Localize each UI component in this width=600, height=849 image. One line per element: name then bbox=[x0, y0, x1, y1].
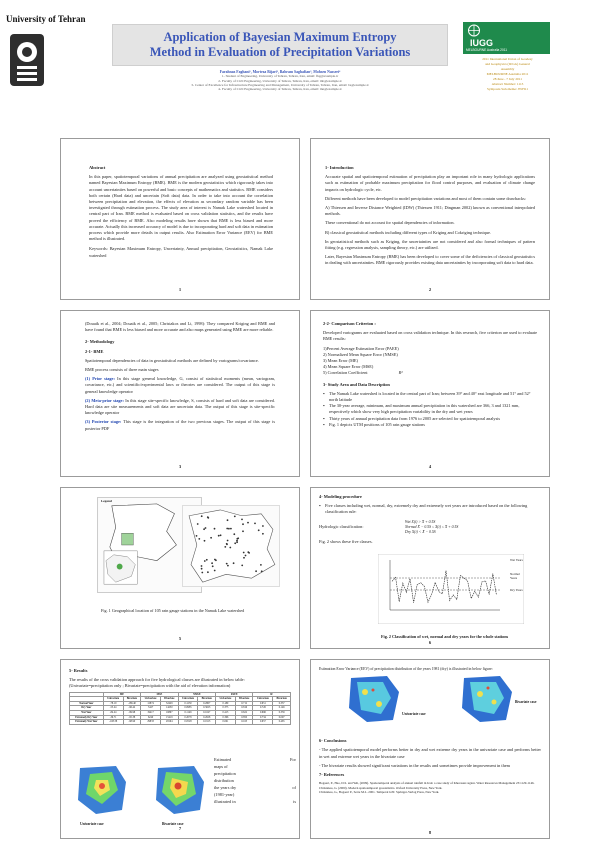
rain-gauge-point bbox=[201, 565, 203, 567]
eev-label-bivariate: Bivariate case bbox=[515, 700, 537, 704]
table-cell: 0.850 bbox=[235, 715, 253, 720]
study-area-heading: 3- Study Area and Data Description bbox=[323, 381, 390, 387]
precipitation-map-univariate bbox=[72, 760, 132, 820]
side-word: of bbox=[292, 785, 296, 790]
rain-gauge-point bbox=[261, 570, 263, 572]
stage-meta-prior bbox=[85, 398, 275, 417]
table-subheader: Bivariate bbox=[273, 697, 291, 702]
side-word: illustrated in bbox=[214, 799, 236, 804]
stage-prior-text: In this stage general knowledge, G, consist of statistical moments (mean, variogram, covariance, etc.) and scientific/experimental laws or theories are considered. The output of this stage is general knowledge operator bbox=[85, 376, 275, 394]
legend-wet-years: Wet Years bbox=[510, 558, 523, 562]
results-side-text bbox=[214, 756, 296, 805]
conf-line: Assembly bbox=[500, 67, 515, 71]
intro-text-3: A) Thiessen and Inverse Distance Weighted (IDW) (Thiessen 1911; Dingman 2002) known as conventional interpolated methods. bbox=[325, 205, 535, 217]
rain-gauge-point bbox=[205, 527, 207, 529]
table-cell: 0.1047 bbox=[198, 710, 216, 715]
rain-gauge-point bbox=[247, 551, 249, 553]
fig2-intro: Fig. 2 shows these five classes. bbox=[319, 538, 373, 544]
references-heading: 7- References bbox=[319, 772, 345, 778]
criteria-item bbox=[323, 370, 537, 376]
table-cell: -95.38 bbox=[123, 715, 141, 720]
conclusions-heading: 6- Conclusions bbox=[319, 738, 347, 744]
table-row-label: Extremely Dry Year bbox=[70, 715, 104, 720]
stage-posterior-label: (3) Posterior stage: bbox=[85, 419, 122, 425]
criteria-item-label: 5) Correlation Coefficient bbox=[323, 370, 368, 376]
rule-dry: Dry X(i) < X̄ − 0.5S bbox=[405, 529, 436, 534]
side-word: Estimated bbox=[214, 757, 232, 762]
table-cell: 15419 bbox=[160, 715, 178, 720]
method-intro: (Douaik et al., 2004; Douaik et al., 2005; Christakos and Li, 1998): They compared Kriging and BME and have found that BME is less biased and more accurate and also maps generated using BME are more reliable. bbox=[85, 321, 275, 333]
rain-gauge-point bbox=[236, 541, 238, 543]
table-subheader: Univariate bbox=[216, 697, 236, 702]
table-cell: 0.726 bbox=[253, 706, 273, 711]
table-cell: -96.42 bbox=[123, 706, 141, 711]
table-subheader: Univariate bbox=[178, 697, 198, 702]
intro-text-5: B) classical geostatistical methods including different types of Kriging and Cokriging technique. bbox=[325, 229, 492, 235]
rain-gauge-point bbox=[262, 533, 264, 535]
reference-3: Christakos, G., Bogaert P., Serre M.L. 2001. Temporal GIS: Springer-Verlag Press, New York. bbox=[319, 790, 440, 795]
table-subheader: Bivariate bbox=[235, 697, 253, 702]
rain-gauge-point bbox=[203, 528, 205, 530]
table-cell: 0.2867 bbox=[198, 701, 216, 706]
affiliation-3: 3- Center of Excellence for Infrastructure Engineering and Management, University of Tehran, Tehran, Iran, email: bs@example.ir bbox=[191, 82, 369, 87]
rain-gauge-point bbox=[227, 519, 229, 521]
table-cell: 0.2628 bbox=[198, 715, 216, 720]
rain-gauge-point bbox=[234, 516, 236, 518]
table-cell: 0.366 bbox=[216, 715, 236, 720]
rain-gauge-point bbox=[197, 523, 199, 525]
stage-meta-label: (2) Meta-prior stage: bbox=[85, 397, 124, 403]
results-text-1: The results of the cross validation approach for five hydrological classes are illustrated in below table: bbox=[69, 677, 245, 683]
panel-criteria-study-area bbox=[310, 310, 550, 477]
table-row-label: Dry Year bbox=[70, 706, 104, 711]
panel-abstract bbox=[60, 138, 300, 300]
rain-gauge-point bbox=[241, 565, 243, 567]
table-cell: 0.622 bbox=[235, 710, 253, 715]
study-bullet: ▪ The 30-year average, minimum, and maximum annual precipitation in this watershed are 366, 3 and 1321 mm, respectively which show very high precipitation variability in the dry and wet years bbox=[323, 403, 537, 415]
legend-dry-years: Dry Years bbox=[510, 588, 523, 592]
results-text-2: (Univariate=precipitation only ; Bivariate=precipitation with the aid of elevation information) bbox=[69, 683, 231, 689]
panel-number: 2 bbox=[428, 286, 432, 292]
authors: Farahnaz Faghani¹, Morteza Bijari², Bahram Saghafian³, Mohsen Nasseri⁴ bbox=[219, 70, 341, 74]
classification-label: Hydrologic classification: bbox=[319, 524, 364, 529]
poster-title-box bbox=[112, 24, 448, 66]
table-subheader: Univariate bbox=[141, 697, 161, 702]
table-cell: 0.816 bbox=[235, 706, 253, 711]
intro-text-4: These conventional do not account for spatial dependencies of information. bbox=[325, 220, 455, 226]
iugg-subtitle: MELBOURNE Australia 2011 bbox=[466, 48, 508, 52]
criteria-heading: 2-2- Comparison Criterion : bbox=[323, 321, 376, 326]
table-cell: 0.3023 bbox=[198, 706, 216, 711]
table-cell: 0.337 bbox=[273, 701, 291, 706]
table-cell: 0.061 bbox=[216, 720, 236, 725]
modeling-bullet: ▪ Five classes including wet, normal, dry, extremely dry and extremely wet years are introduced based on the following classification rule: bbox=[319, 503, 541, 515]
rain-gauge-point bbox=[236, 540, 238, 542]
study-bullet: ▪ Thirty years of annual precipitation data from 1976 to 2005 are selected for spatiotemporal analysis bbox=[323, 416, 537, 422]
classification-rules bbox=[405, 520, 458, 535]
table-cell: 0.163 bbox=[235, 720, 253, 725]
rain-gauge-point bbox=[247, 522, 249, 524]
rain-gauge-point bbox=[206, 559, 208, 561]
table-row-label: Normal Year bbox=[70, 701, 104, 706]
stage-meta-text: In this stage site-specific knowledge, S, consists of hard and soft data are considered. Hard data are site measurements and soft data are uncertain data. The output of this stage is site-specific knowledge operator bbox=[85, 397, 275, 416]
abstract-text: In this paper, spatiotemporal variations of annual precipitation are analyzed using geostatistical method named Bayesian Maximum Entropy (BME). BME is the modern geostatistics which rigorously takes into account uncertainties based on powerful and basic concepts of mathematics and statistics. BME considers both certain (Hard data) and uncertain (Soft data) data. In order to take into account the correlation between precipitation and elevation, the effects of elevation as secondary random variable has been investigated through estimation process. The study area of interest is Namak Lake watershed located in central part of Iran. BME method is evaluated based on cross validation statistics, and the results have proved the efficiency of BME. Also modeling results have shown that BME is less biased and more accurate. Actually this increased accuracy of model is due to incorporating hard and soft data in estimation process which provide more details in output results. Also Estimation Error Variance (EEV) for BME method is illustrated. bbox=[89, 174, 273, 242]
panel-number: 4 bbox=[428, 463, 432, 469]
figure1-caption: Fig. 1 Geographical location of 105 rain gauge stations in the Namak Lake watershed bbox=[101, 608, 245, 613]
side-row bbox=[214, 798, 296, 805]
table-cell: -108.38 bbox=[103, 720, 123, 725]
table-cell: -99.98 bbox=[123, 710, 141, 715]
side-word: (1981-year) bbox=[214, 792, 235, 797]
table-subheader: Bivariate bbox=[160, 697, 178, 702]
rain-gauge-point bbox=[220, 534, 222, 536]
rain-gauge-point bbox=[224, 546, 226, 548]
table-cell: 19417 bbox=[141, 710, 161, 715]
rule-wet: Wet X(i) > X̄ + 0.5S bbox=[405, 519, 436, 524]
eev-map-univariate bbox=[345, 672, 403, 726]
stage-posterior bbox=[85, 419, 275, 431]
table-cell: 0.146 bbox=[273, 706, 291, 711]
rain-gauge-point bbox=[226, 528, 228, 530]
rain-gauge-point bbox=[245, 555, 247, 557]
table-cell: 0.097 bbox=[273, 715, 291, 720]
stage-posterior-text: This stage is the integration of the two previous stages. The output of this stage is posterior PDF bbox=[85, 419, 276, 431]
side-word: maps of bbox=[214, 764, 228, 769]
rain-gauge-point bbox=[211, 562, 213, 564]
university-name: University of Tehran bbox=[6, 14, 86, 24]
map-legend: Legend bbox=[101, 499, 112, 503]
side-row bbox=[214, 784, 296, 791]
rain-gauge-point bbox=[227, 540, 229, 542]
abstract-keywords: Keywords: Bayesian Maximum Entropy, Uncertainty, Annual precipitation, Geostatistics, Namak Lake watershed bbox=[89, 246, 273, 258]
criteria-item: 2) Normalized Mean Square Error (NMSE) bbox=[323, 351, 398, 357]
panel-number: 6 bbox=[428, 639, 432, 645]
reference-1: Bogaert, P., Hao, D.S. and Yeh, (2009). Spatiotemporal analysis of annual rainfall in Iran: a case study of Khorasan region. Water Resources Management 23:1129-1146. bbox=[319, 781, 535, 786]
conf-line: 28 June - 7 July 2011 bbox=[493, 77, 522, 81]
table-cell: 16897 bbox=[160, 710, 178, 715]
rain-gauge-point bbox=[226, 543, 228, 545]
rain-gauge-point bbox=[201, 568, 203, 570]
poster-title-line1: Application of Bayesian Maximum Entropy bbox=[163, 30, 397, 44]
label-bivariate: Bivariate case bbox=[162, 822, 184, 826]
intro-text-7: Later, Bayesian Maximum Entropy (BME) has been developed to cover some of the deficiencies of classical geostatistics in dealing with uncertainties. BME rigorously provides existing data uncertainties by incorporating soft data to hard data. bbox=[325, 254, 535, 266]
rain-gauge-point bbox=[242, 530, 244, 532]
rain-gauge-point bbox=[214, 570, 216, 572]
intro-text-6: In geostatistical methods such as Kriging, the uncertainties are not considered and also formal techniques of pattern fitting (e.g. regression analysis, sampling theory, etc.) are utilized. bbox=[325, 238, 535, 251]
rain-gauge-point bbox=[207, 571, 209, 573]
table-cell: -84.24 bbox=[103, 710, 123, 715]
rain-gauge-point bbox=[233, 533, 235, 535]
table-cell: 14230 bbox=[160, 706, 178, 711]
table-subheader: Bivariate bbox=[198, 697, 216, 702]
conf-line: and Geophysics (IUGG) General bbox=[485, 62, 530, 66]
modeling-heading: 4- Modeling procedure bbox=[319, 494, 362, 499]
conf-line: Symposia Sub-theme: JWH11 bbox=[487, 87, 528, 91]
poster-header bbox=[0, 0, 600, 136]
rain-gauge-point bbox=[262, 525, 264, 527]
rain-gauge-point bbox=[214, 559, 216, 561]
panel-number: 1 bbox=[178, 286, 182, 292]
rain-gauge-point bbox=[258, 529, 260, 531]
table-cell: 0.1146 bbox=[178, 710, 198, 715]
conf-line: MELBOURNE Australia 2011 bbox=[486, 72, 529, 76]
study-bullet: ▪ Fig. 1 depicts UTM positions of 105 rain gauge stations bbox=[323, 422, 537, 428]
table-cell: 0.375 bbox=[216, 706, 236, 711]
stage-prior-label: (1) Prior stage: bbox=[85, 376, 115, 382]
table-col-header: MSE bbox=[141, 692, 178, 697]
table-cell: 0.651 bbox=[253, 701, 273, 706]
legend-normal-years: Normal Years bbox=[510, 572, 520, 580]
table-cell: 0.1230 bbox=[178, 701, 198, 706]
rain-gauge-point bbox=[255, 570, 257, 572]
results-table bbox=[69, 692, 291, 725]
table-subheader: Bivariate bbox=[123, 697, 141, 702]
panel-number: 7 bbox=[178, 825, 182, 831]
table-col-header: R² bbox=[253, 692, 291, 697]
figure2-caption: Fig. 2 Classification of wet, normal and dry years for the whole stations bbox=[381, 634, 509, 639]
conf-line: Abstract Number: 1113 bbox=[491, 82, 524, 86]
table-subheader: Univariate bbox=[103, 697, 123, 702]
rain-gauge-point bbox=[228, 528, 230, 530]
side-word: is bbox=[293, 799, 296, 804]
table-col-header: ME bbox=[103, 692, 140, 697]
panel-introduction bbox=[310, 138, 550, 300]
poster-title-line2: Method in Evaluation of Precipitation Variations bbox=[149, 45, 411, 59]
rain-gauge-point bbox=[226, 563, 228, 565]
table-cell: 28194 bbox=[160, 720, 178, 725]
table-cell: 0.0985 bbox=[178, 706, 198, 711]
rain-gauge-point bbox=[242, 523, 244, 525]
classification-rule bbox=[319, 520, 541, 535]
rain-gauge-point bbox=[210, 537, 212, 539]
rain-gauge-point bbox=[212, 565, 214, 567]
affiliation-2: 2- Faculty of Civil Engineering, University of Tehran, Tehran, Iran, email: mb@example.ir bbox=[218, 78, 342, 83]
rain-gauge-point bbox=[198, 538, 200, 540]
authors-block bbox=[112, 70, 448, 91]
results-heading: 5- Results bbox=[69, 668, 88, 673]
rain-gauge-point bbox=[233, 562, 235, 564]
rain-gauge-point bbox=[237, 537, 239, 539]
rain-gauge-point bbox=[234, 542, 236, 544]
table-cell: 32429 bbox=[160, 701, 178, 706]
intro-heading: 1- Introduction bbox=[325, 165, 354, 170]
university-logo-icon bbox=[8, 32, 46, 88]
table-cell: 0.2079 bbox=[178, 715, 198, 720]
table-cell: 12874 bbox=[141, 701, 161, 706]
table-cell: 0.0528 bbox=[178, 720, 198, 725]
rain-gauge-point bbox=[204, 560, 206, 562]
table-cell: 0.696 bbox=[253, 710, 273, 715]
rain-gauge-point bbox=[201, 515, 203, 517]
rain-gauge-point bbox=[260, 564, 262, 566]
table-cell: 0.189 bbox=[216, 701, 236, 706]
table-cell: 29833 bbox=[141, 720, 161, 725]
affiliation-1: 1- Student of Engineering, University of Tehran, Tehran, Iran, email: fhg@example.ir bbox=[221, 74, 339, 79]
rain-gauge-points bbox=[182, 505, 280, 587]
table-cell: 0.1913 bbox=[198, 720, 216, 725]
rain-gauge-point bbox=[241, 519, 243, 521]
rain-gauge-point bbox=[243, 552, 245, 554]
table-cell: -39.71 bbox=[103, 715, 123, 720]
table-cell: -55.24 bbox=[103, 706, 123, 711]
r2-symbol: R² bbox=[398, 370, 403, 376]
rain-gauge-point bbox=[243, 557, 245, 559]
table-col-header: PAEE bbox=[216, 692, 253, 697]
table-subheader: Univariate bbox=[253, 697, 273, 702]
label-univariate: Univariate case bbox=[80, 822, 104, 826]
side-word: distribution bbox=[214, 778, 234, 783]
intro-text-2: Different methods have been developed to model precipitation variations and most of them contain some drawbacks: bbox=[325, 195, 526, 201]
panel-methodology bbox=[60, 310, 300, 477]
rain-gauge-point bbox=[218, 535, 220, 537]
method-text-2: BME process consists of three main stages bbox=[85, 367, 159, 373]
table-cell: -78.19 bbox=[103, 701, 123, 706]
rain-gauge-point bbox=[201, 572, 203, 574]
method-heading: 2- Methodology bbox=[85, 339, 115, 345]
study-bullet: ▪ The Namak Lake watershed is located in the central part of Iran; between 39° and 40° east longitude and 51° and 52° north latitude bbox=[323, 391, 537, 403]
eev-intro: Estimation Error Variance (EEV) of precipitation distribution of the years 1981 (dry) is illustrated in below figure: bbox=[319, 667, 493, 671]
reference-2: Christakos, G. (2000). Modern spatiotemporal geostatistics. Oxford University Press, New York. bbox=[319, 785, 443, 790]
table-cell: 0.413 bbox=[216, 710, 236, 715]
method-text-1: Spatiotemporal dependencies of data in geostatistical methods are defined by variograms/covariance. bbox=[85, 357, 259, 363]
table-cell: 0.734 bbox=[253, 715, 273, 720]
rain-gauge-point bbox=[229, 547, 231, 549]
method-subheading: 2-1- BME bbox=[85, 348, 104, 354]
iugg-emblem-icon bbox=[466, 24, 482, 37]
conf-line: 2011 International Union of Geodesy bbox=[482, 57, 533, 61]
precipitation-map-bivariate bbox=[150, 760, 210, 820]
table-row bbox=[70, 720, 291, 725]
table-cell: -186.40 bbox=[123, 701, 141, 706]
rain-gauge-point bbox=[227, 565, 229, 567]
conclusion-1: - The applied spatiotemporal model performs better in dry and wet extreme dry years in the univariate case and performs better in wet and extreme wet years in the bivariate case bbox=[319, 747, 541, 759]
panel-number: 5 bbox=[178, 635, 182, 641]
rule-normal: Normal X̄ − 0.5S ≤ X(i) ≤ X̄ + 0.5S bbox=[405, 524, 459, 529]
table-row-label: Wet Year bbox=[70, 710, 104, 715]
side-word: the years dry bbox=[214, 785, 237, 790]
rain-gauge-point bbox=[214, 528, 216, 530]
rain-gauge-point bbox=[207, 516, 209, 518]
table-cell: -98.90 bbox=[123, 720, 141, 725]
conclusion-2: - The bivariate results showed significant variations in the results and sometimes provide improvement in them bbox=[319, 762, 510, 768]
criteria-intro: Developed variograms are evaluated based on cross validation technique. In this research, five criterion are used to evaluate BME results: bbox=[323, 330, 537, 342]
classification-chart bbox=[378, 554, 524, 624]
table-col-header: NMSE bbox=[178, 692, 215, 697]
rain-gauge-point bbox=[230, 528, 232, 530]
criteria-item: 1)Percent Average Estimation Error (PAEE) bbox=[323, 345, 399, 351]
table-cell: 6240 bbox=[141, 715, 161, 720]
table-cell: 0.712 bbox=[235, 701, 253, 706]
table-cell: 0.657 bbox=[253, 720, 273, 725]
table-cell: 5427 bbox=[141, 706, 161, 711]
eev-label-univariate: Univariate case bbox=[402, 712, 426, 716]
criteria-item: 3) Mean Error (ME) bbox=[323, 358, 358, 364]
criteria-item: 4) Mean Square Error (MSE) bbox=[323, 364, 374, 370]
rain-gauge-point bbox=[254, 523, 256, 525]
intro-text-1: Accurate spatial and spatiotemporal estimation of precipitation play an important role in many hydrologic applications such as estimation of probable maximum precipitation for flood control purposes, and evaluation of climate change impacts on hydrologic cycle, etc. bbox=[325, 174, 535, 192]
eev-map-bivariate bbox=[458, 672, 516, 726]
iugg-wordmark: IUGG bbox=[470, 38, 494, 48]
abstract-heading: Abstract bbox=[89, 165, 106, 170]
affiliation-4: 4- Faculty of Civil Engineering, University of Tehran, Tehran, Iran, email: mn@example.ir bbox=[218, 87, 342, 92]
panel-number: 8 bbox=[428, 829, 432, 835]
table-cell: 0.359 bbox=[273, 710, 291, 715]
side-row bbox=[214, 756, 296, 763]
side-word: For bbox=[290, 757, 296, 762]
stage-prior bbox=[85, 376, 275, 395]
rain-gauge-point bbox=[196, 535, 198, 537]
side-word: precipitation bbox=[214, 771, 236, 776]
rain-gauge-point bbox=[204, 540, 206, 542]
table-row-label: Extremely Wet Year bbox=[70, 720, 104, 725]
panel-number: 3 bbox=[178, 463, 182, 469]
table-cell: 0.465 bbox=[273, 720, 291, 725]
conference-info bbox=[455, 57, 560, 92]
